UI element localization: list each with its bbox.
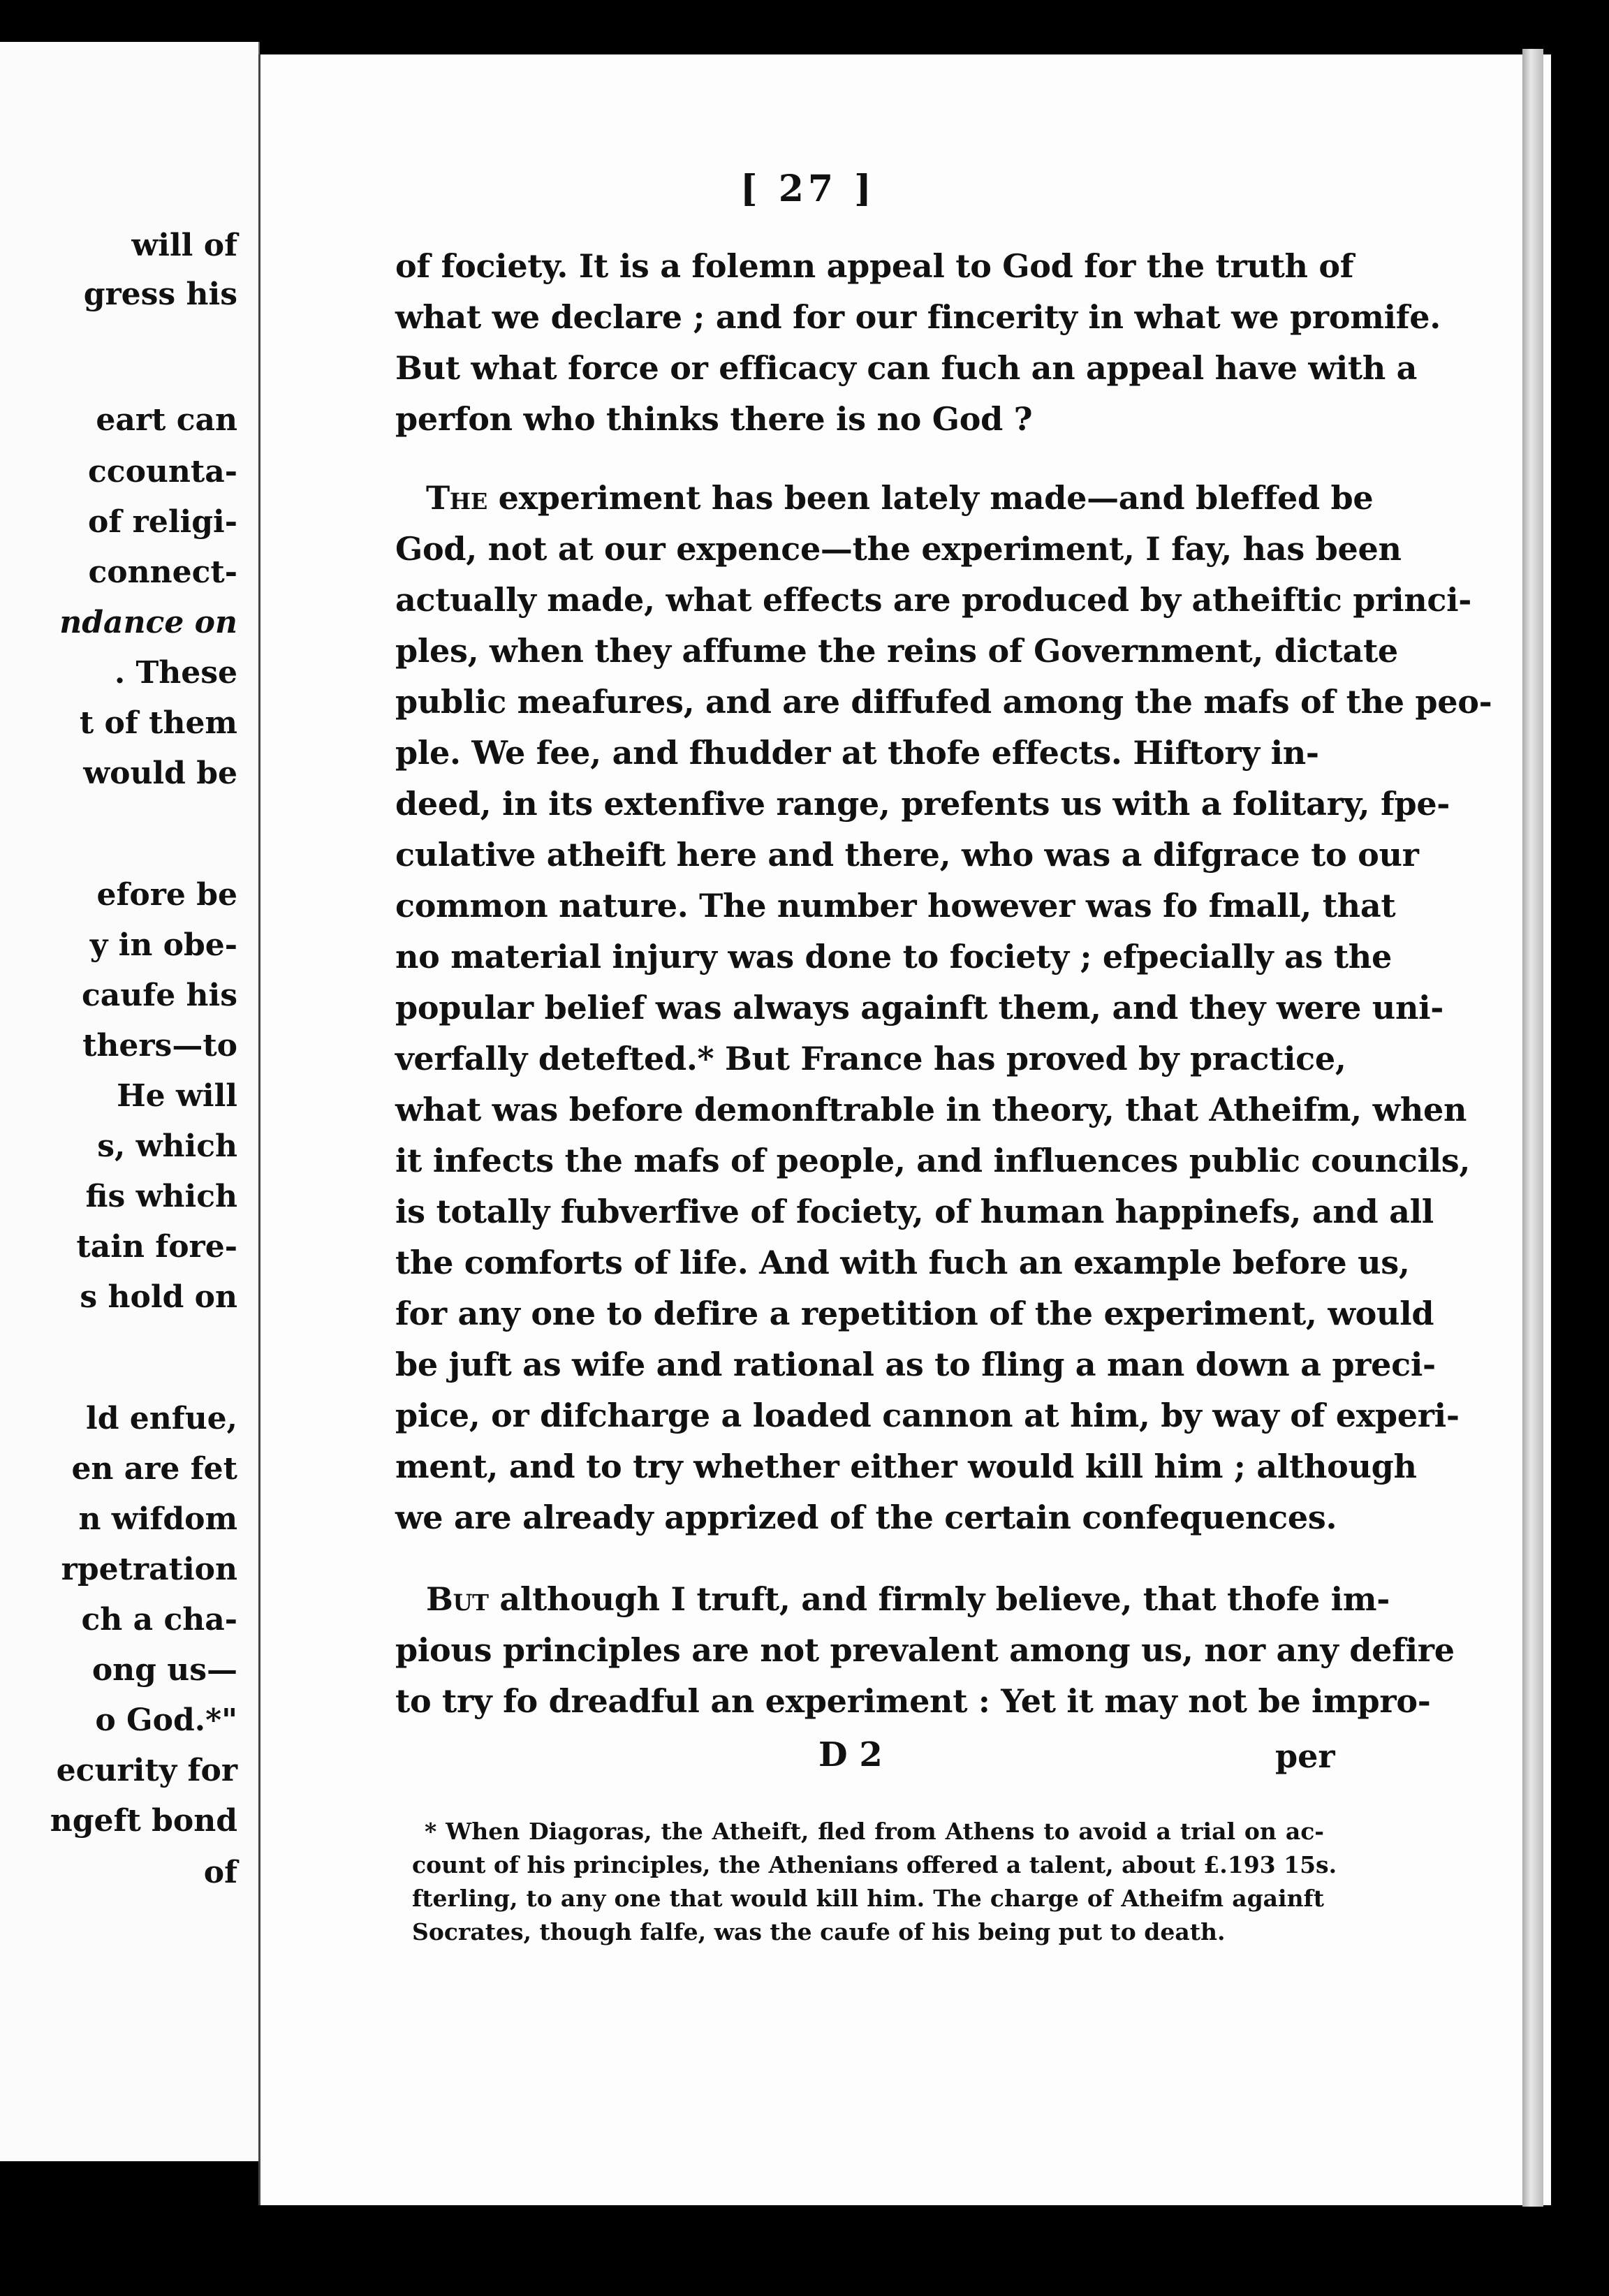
- left-page-line: thers—to: [82, 1028, 237, 1064]
- text-line: the comforts of life. And with fuch an example before us,: [395, 1244, 1410, 1281]
- text-line: pice, or difcharge a loaded cannon at him, by way of experi-: [395, 1397, 1460, 1434]
- left-page-line: fis which: [85, 1179, 237, 1214]
- text-line: ples, when they affume the reins of Government, dictate: [395, 632, 1398, 670]
- paragraph-lead-word: The: [426, 479, 487, 517]
- left-page-line: y in obe-: [89, 927, 237, 963]
- left-page-line: ccounta-: [87, 454, 237, 490]
- left-page-line: rpetration: [61, 1552, 237, 1587]
- text-line: actually made, what effects are produced by atheiftic princi-: [395, 581, 1472, 619]
- text-line: common nature. The number however was fo fmall, that: [395, 887, 1396, 925]
- left-page-line: . These: [114, 655, 237, 691]
- text-line: what was before demonftrable in theory, that Atheifm, when: [395, 1091, 1467, 1128]
- left-page-line: connect-: [88, 554, 237, 590]
- footnote-line: * When Diagoras, the Atheift, fled from Athens to avoid a trial on ac-: [425, 1818, 1324, 1845]
- left-page-line: ld enfue,: [85, 1401, 237, 1436]
- left-page-line: eart can: [96, 402, 237, 438]
- left-page-line: ngeft bond: [50, 1803, 237, 1839]
- paragraph-lead-word: But: [426, 1580, 489, 1618]
- footnote-line: count of his principles, the Athenians offered a talent, about £.193 15s.: [412, 1851, 1337, 1878]
- signature-mark: D 2: [818, 1735, 883, 1774]
- footnote-line: Socrates, though falfe, was the caufe of his being put to death.: [412, 1918, 1226, 1945]
- left-page-line: tain fore-: [76, 1229, 237, 1265]
- left-page-line: will of: [131, 228, 237, 263]
- left-page-line: of religi-: [88, 504, 237, 540]
- text-line-rest: although I truft, and firmly believe, that thofe im-: [488, 1580, 1390, 1618]
- text-line: is totally fubverfive of fociety, of human happinefs, and all: [395, 1193, 1434, 1230]
- text-line: God, not at our expence—the experiment, I fay, has been: [395, 530, 1402, 568]
- left-page-line: He will: [117, 1078, 237, 1114]
- text-line: culative atheift here and there, who was a difgrace to our: [395, 836, 1419, 874]
- left-page-line: gress his: [83, 277, 237, 312]
- text-line: we are already apprized of the certain confequences.: [395, 1499, 1337, 1536]
- footnote-line: fterling, to any one that would kill him. The charge of Atheifm againft: [412, 1885, 1324, 1912]
- left-page-line: ch a cha-: [81, 1602, 237, 1638]
- text-line: perfon who thinks there is no God ?: [395, 400, 1033, 438]
- left-page-line: ndance on: [59, 605, 237, 640]
- left-page-line: of: [203, 1855, 237, 1890]
- text-line: what we declare ; and for our fincerity in what we promife.: [395, 298, 1441, 336]
- left-page-line: efore be: [96, 877, 237, 913]
- left-page-line: t of them: [79, 705, 237, 741]
- page-number: [ 27 ]: [740, 168, 876, 210]
- text-line: it infects the mafs of people, and influences public councils,: [395, 1142, 1471, 1179]
- text-line: to try fo dreadful an experiment : Yet it may not be impro-: [395, 1682, 1431, 1720]
- text-line: popular belief was always againft them, and they were uni-: [395, 989, 1444, 1026]
- page-edge: [1522, 49, 1543, 2207]
- left-page-line: en are fet: [71, 1451, 237, 1487]
- text-line: verfally detefted.* But France has proved by practice,: [395, 1040, 1346, 1077]
- text-line: of fociety. It is a folemn appeal to God for the truth of: [395, 247, 1354, 285]
- text-line-rest: experiment has been lately made—and bleffed be: [487, 479, 1374, 517]
- left-page-line: s, which: [97, 1128, 237, 1164]
- text-line: for any one to defire a repetition of the experiment, would: [395, 1295, 1434, 1332]
- text-line: But what force or efficacy can fuch an appeal have with a: [395, 349, 1418, 387]
- left-page-line: would be: [83, 756, 237, 791]
- text-line: be juft as wife and rational as to fling a man down a preci-: [395, 1346, 1436, 1383]
- left-page-line: n wifdom: [78, 1501, 237, 1537]
- text-line: ment, and to try whether either would kill him ; although: [395, 1448, 1417, 1485]
- text-line: public meafures, and are diffufed among the mafs of the peo-: [395, 683, 1492, 721]
- left-page-line: ecurity for: [56, 1753, 237, 1788]
- previous-page-fragment: [0, 42, 260, 2161]
- text-line: ple. We fee, and fhudder at thofe effects. Hiftory in-: [395, 734, 1319, 772]
- text-line: [426, 1580, 1390, 1618]
- text-line: pious principles are not prevalent among us, nor any defire: [395, 1631, 1455, 1669]
- left-page-line: caufe his: [81, 978, 237, 1013]
- left-page-line: s hold on: [80, 1279, 237, 1315]
- text-line: no material injury was done to fociety ; efpecially as the: [395, 938, 1392, 976]
- text-line: deed, in its extenfive range, prefents us with a folitary, fpe-: [395, 785, 1450, 823]
- text-line: [426, 479, 1374, 517]
- left-page-line: o God.*": [95, 1702, 237, 1738]
- left-page-line: ong us—: [91, 1652, 237, 1688]
- catchword: per: [1275, 1737, 1335, 1775]
